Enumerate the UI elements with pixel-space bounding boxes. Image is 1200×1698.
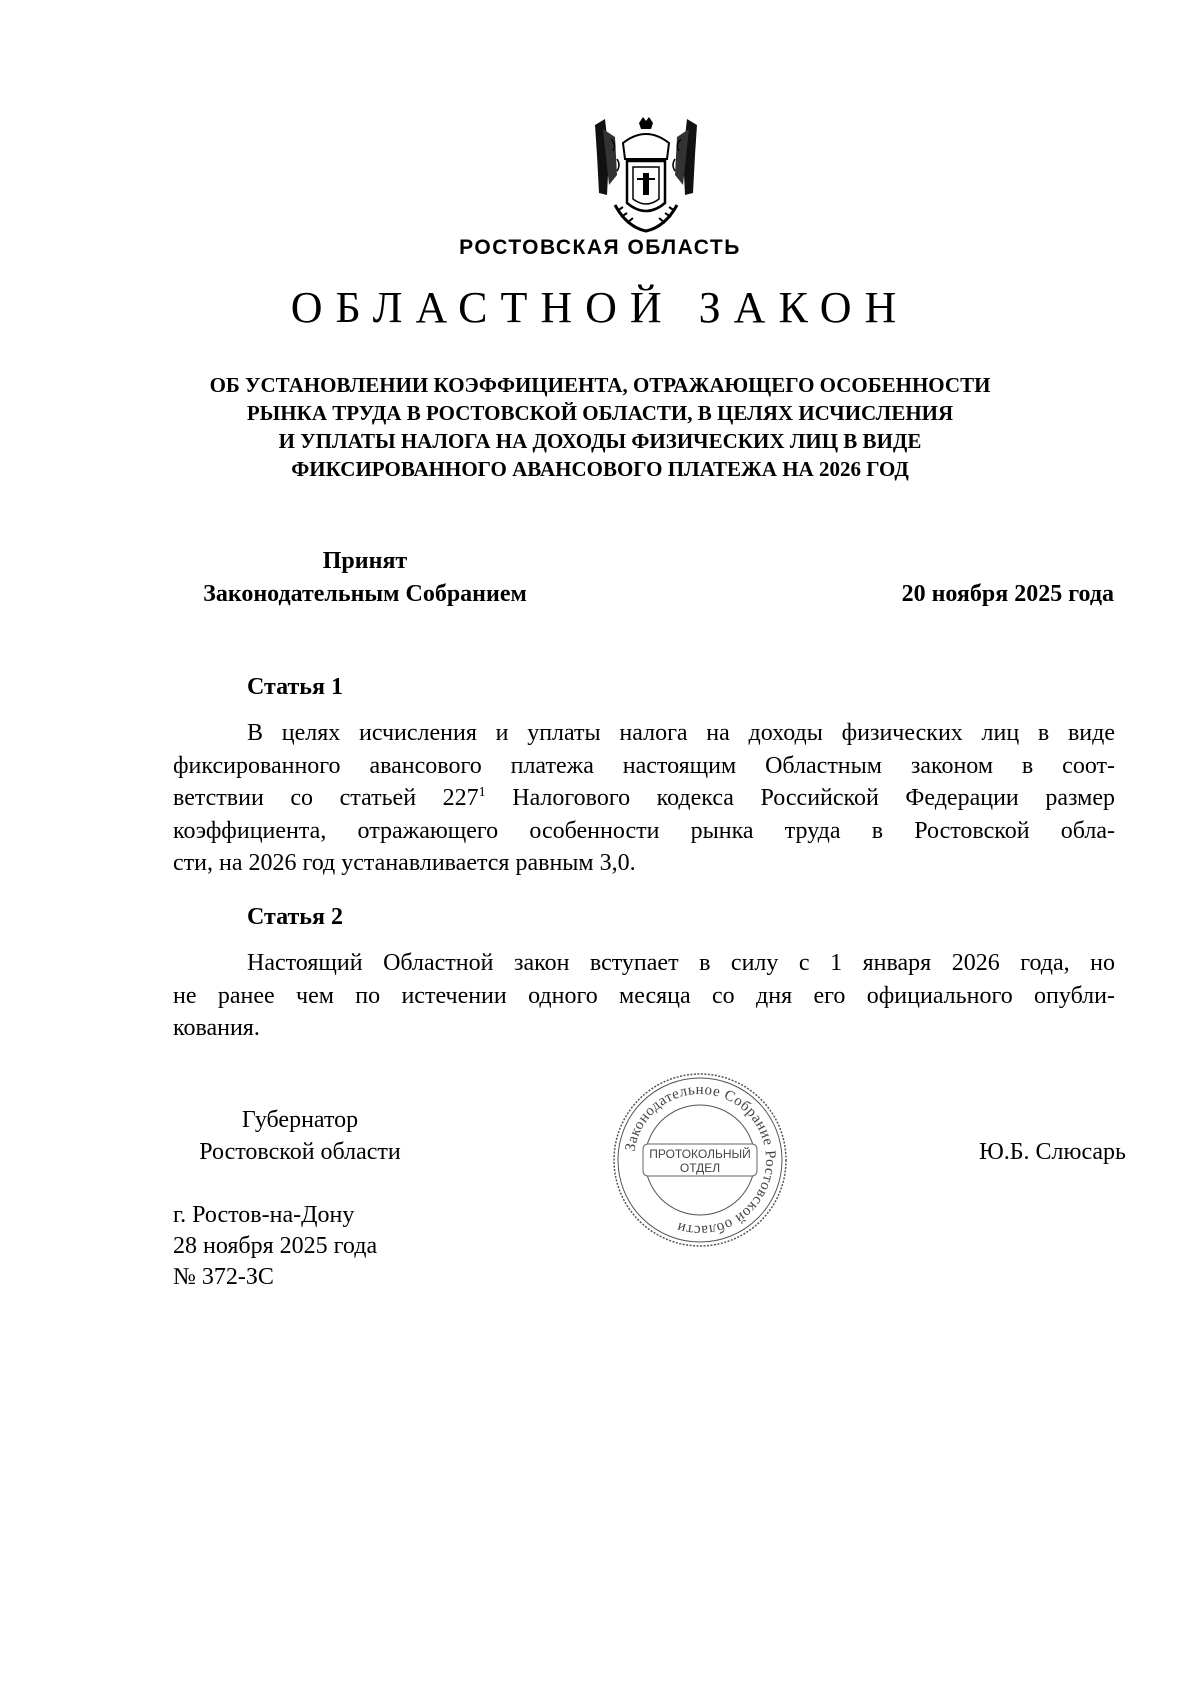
law-title-line: И УПЛАТЫ НАЛОГА НА ДОХОДЫ ФИЗИЧЕСКИХ ЛИЦ В ВИДЕ [278, 429, 922, 453]
law-title-line: РЫНКА ТРУДА В РОСТОВСКОЙ ОБЛАСТИ, В ЦЕЛЯХ ИСЧИСЛЕНИЯ [246, 401, 954, 425]
coat-of-arms-emblem [587, 115, 705, 237]
article-1-line: фиксированного авансового платежа настоящим Областным законом в соот- [173, 752, 1115, 779]
document-type: ОБЛАСТНОЙ ЗАКОН [290, 283, 910, 332]
law-number: № 372-ЗС [173, 1264, 274, 1290]
article-1-line: коэффициента, отражающего особенности рынка труда в Ростовской обла- [173, 817, 1115, 844]
law-title-line: ФИКСИРОВАННОГО АВАНСОВОГО ПЛАТЕЖА НА 2026 ГОД [291, 457, 909, 481]
article-1-line-part: Налогового кодекса Российской Федерации размер [485, 785, 1115, 811]
article-2-text [173, 947, 1115, 1045]
region-name: РОСТОВСКАЯ ОБЛАСТЬ [459, 236, 741, 259]
article-2-line: не ранее чем по истечении одного месяца со дня его официального опубли- [173, 982, 1115, 1009]
signatory-title-line: Ростовской области [199, 1139, 401, 1165]
signatory-title [160, 1104, 440, 1168]
article-1-line [173, 782, 1115, 815]
article-1-line-part: ветствии со статьей 227 [173, 785, 479, 811]
adopted-by [170, 545, 560, 611]
place-of-signing: г. Ростов-на-Дону [173, 1202, 355, 1228]
signatory-title-line: Губернатор [241, 1107, 359, 1133]
seal-center-line: ПРОТОКОЛЬНЫЙ [649, 1147, 751, 1161]
adopted-body: Законодательным Собранием [203, 581, 527, 607]
article-2-heading: Статья 2 [247, 904, 343, 930]
law-title-line: ОБ УСТАНОВЛЕНИИ КОЭФФИЦИЕНТА, ОТРАЖАЮЩЕГО ОСОБЕННОСТИ [209, 373, 991, 397]
official-seal [610, 1070, 790, 1250]
seal-center-line: ОТДЕЛ [679, 1161, 721, 1175]
signatory-name: Ю.Б. Слюсарь [979, 1139, 1126, 1165]
adopted-date: 20 ноября 2025 года [901, 581, 1114, 607]
article-1-line: сти, на 2026 год устанавливается равным 3,0. [173, 850, 636, 876]
article-1-heading: Статья 1 [247, 674, 343, 700]
document-footer [173, 1200, 377, 1293]
article-1-text [173, 717, 1115, 880]
article-2-line: кования. [173, 1015, 260, 1041]
signing-date: 28 ноября 2025 года [173, 1233, 378, 1259]
law-title [150, 371, 1050, 483]
article-2-line: Настоящий Областной закон вступает в силу с 1 января 2026 года, но [247, 950, 1115, 976]
superscript: 1 [478, 785, 486, 800]
adopted-label: Принят [322, 548, 408, 574]
seal-ring-text: Законодательное Собрание Ростовской области [622, 1081, 779, 1239]
article-1-line: В целях исчисления и уплаты налога на доходы физических лиц в виде [247, 720, 1115, 746]
